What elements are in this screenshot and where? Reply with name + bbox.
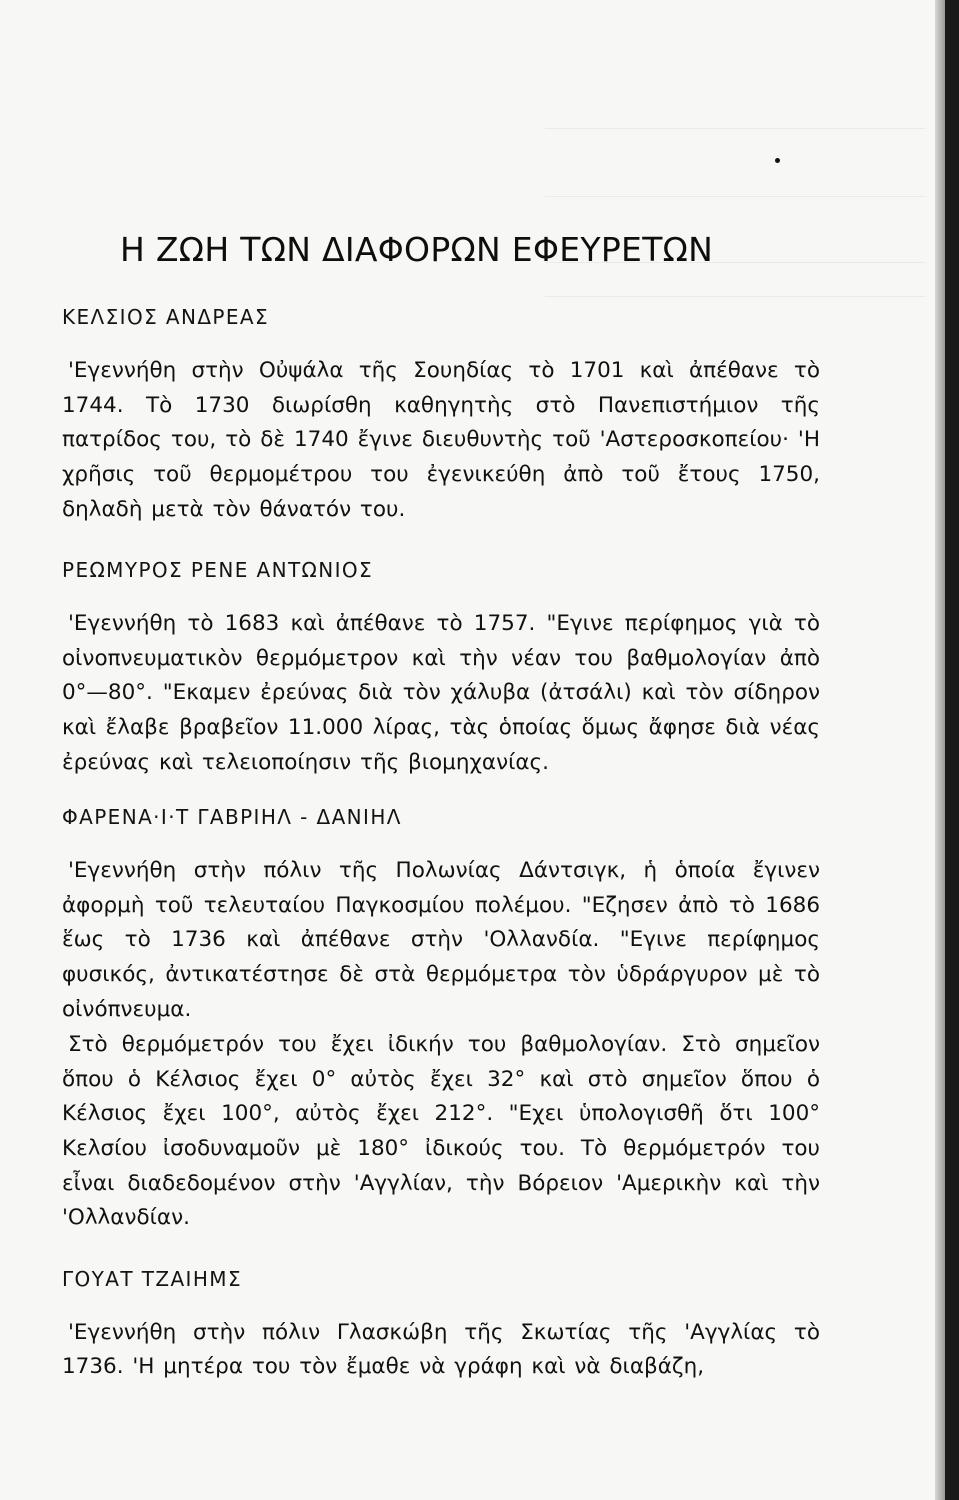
- entry-fahrenheit: [62, 805, 820, 1236]
- bleed-through-line: [545, 196, 925, 197]
- entry-watt: [62, 1267, 820, 1385]
- entry-reaumur: [62, 558, 820, 780]
- page-edge-shadow: [935, 0, 945, 1500]
- ink-dot: [775, 158, 780, 163]
- entry-celsius: [62, 305, 820, 527]
- entry-paragraph: 'Εγεννήθη τὸ 1683 καὶ ἀπέθανε τὸ 1757. "Εγινε περίφημος γιὰ τὸ οἰνοπνευματικὸν θερμόμετρον καὶ τὴν νέαν του βαθμολογίαν ἀπὸ 0°—80°. "Εκαμεν ἐρεύνας διὰ τὸν χάλυβα (ἀτσάλι) καὶ τὸν σίδηρον καὶ ἔλαβε βραβεῖον 11.000 λίρας, τὰς ὁποίας ὅμως ἄφησε διὰ νέας ἐρεύνας καὶ τελειοποίησιν τῆς βιομηχανίας.: [62, 611, 820, 775]
- page-content: [62, 232, 820, 1385]
- page-title: Η ΖΩΗ ΤΩΝ ΔΙΑΦΟΡΩΝ ΕΦΕΥΡΕΤΩΝ: [120, 230, 714, 269]
- entry-name: ΦΑΡΕΝΑ·Ι·Τ ΓΑΒΡΙΗΛ - ΔΑΝΙΗΛ: [62, 805, 402, 830]
- entry-name: ΓΟΥΑΤ ΤΖΑΙΗΜΣ: [62, 1266, 242, 1291]
- entry-paragraph: 'Εγεννήθη στὴν Οὐψάλα τῆς Σουηδίας τὸ 1701 καὶ ἀπέθανε τὸ 1744. Τὸ 1730 διωρίσθη καθηγητὴς στὸ Πανεπιστήμιον τῆς πατρίδος του, τὸ δὲ 1740 ἔγινε διευθυντὴς τοῦ 'Αστεροσκοπείου· 'Η χρῆσις τοῦ θερμομέτρου του ἐγενικεύθη ἀπὸ τοῦ ἔτους 1750, δηλαδὴ μετὰ τὸν θάνατόν του.: [62, 358, 820, 522]
- bleed-through-line: [545, 128, 925, 129]
- entry-name: ΡΕΩΜΥΡΟΣ ΡΕΝΕ ΑΝΤΩΝΙΟΣ: [62, 558, 374, 583]
- entry-paragraph: 'Εγεννήθη στὴν πόλιν τῆς Πολωνίας Δάντσιγκ, ἡ ὁποία ἔγινεν ἀφορμὴ τοῦ τελευταίου Παγκοσμίου πολέμου. "Εζησεν ἀπὸ τὸ 1686 ἕως τὸ 1736 καὶ ἀπέθανε στὴν 'Ολλανδία. "Εγινε περίφημος φυσικός, ἀντικατέστησε δὲ στὰ θερμόμετρα τὸν ὑδράργυρον μὲ τὸ οἰνόπνευμα.: [62, 858, 820, 1022]
- entry-name: ΚΕΛΣΙΟΣ ΑΝΔΡΕΑΣ: [62, 305, 270, 330]
- entry-paragraph: Στὸ θερμόμετρόν του ἔχει ἰδικήν του βαθμολογίαν. Στὸ σημεῖον ὅπου ὁ Κέλσιος ἔχει 0° αὐτὸς ἔχει 32° καὶ στὸ σημεῖον ὅπου ὁ Κέλσιος ἔχει 100°, αὐτὸς ἔχει 212°. "Εχει ὑπολογισθῆ ὅτι 100° Κελσίου ἰσοδυναμοῦν μὲ 180° ἰδικούς του. Τὸ θερμόμετρόν του εἶναι διαδεδομένον στὴν 'Αγγλίαν, τὴν Βόρειον 'Αμερικὴν καὶ τὴν 'Ολλανδίαν.: [62, 1032, 820, 1231]
- entry-paragraph: 'Εγεννήθη στὴν πόλιν Γλασκώβη τῆς Σκωτίας τῆς 'Αγγλίας τὸ 1736. 'Η μητέρα του τὸν ἔμαθε νὰ γράφη καὶ νὰ διαβάζη,: [62, 1319, 820, 1380]
